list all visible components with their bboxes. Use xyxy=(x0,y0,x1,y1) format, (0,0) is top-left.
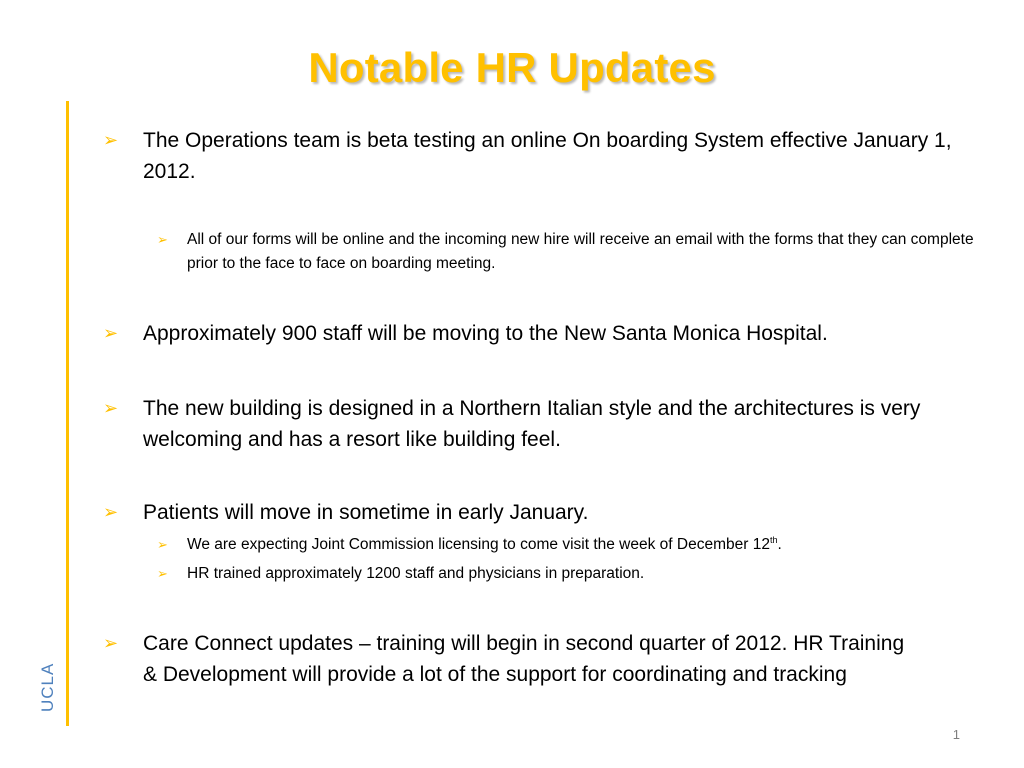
slide-title: Notable HR Updates xyxy=(308,44,716,91)
arrowhead-bullet-icon: ➢ xyxy=(103,130,119,150)
sub-bullet-period: . xyxy=(777,536,782,553)
arrowhead-bullet-icon: ➢ xyxy=(103,502,119,522)
accent-divider-line xyxy=(66,101,69,726)
bullet-onboarding xyxy=(103,125,963,187)
bullet-text: The Operations team is beta testing an online On boarding System effective January 1, 2012. xyxy=(143,129,952,183)
bullet-text: Patients will move in sometime in early January. xyxy=(143,501,589,524)
sub-bullet-joint-commission xyxy=(157,533,977,557)
sub-bullet-text: HR trained approximately 1200 staff and physicians in preparation. xyxy=(187,565,645,582)
arrowhead-bullet-icon: ➢ xyxy=(157,537,168,552)
sub-bullet-hr-trained xyxy=(157,562,977,586)
ordinal-superscript: th xyxy=(769,534,778,545)
arrowhead-bullet-icon: ➢ xyxy=(103,323,119,343)
bullet-text: Care Connect updates – training will begin in second quarter of 2012. HR Training & Development will provide a lot of the support for coordinating and tracking xyxy=(143,632,905,686)
bullet-new-building xyxy=(103,393,963,455)
arrowhead-bullet-icon: ➢ xyxy=(157,566,168,581)
arrowhead-bullet-icon: ➢ xyxy=(103,633,119,653)
sub-bullet-text: We are expecting Joint Commission licensing to come visit the week of December 12 xyxy=(187,536,770,553)
arrowhead-bullet-icon: ➢ xyxy=(103,398,119,418)
ucla-side-label: UCLA xyxy=(38,662,57,712)
bullet-staff-moving xyxy=(103,318,963,349)
bullet-care-connect xyxy=(103,628,923,690)
sub-bullet-text: All of our forms will be online and the incoming new hire will receive an email with the forms that they can complete prior to the face to face on boarding meeting. xyxy=(187,231,974,272)
bullet-text: Approximately 900 staff will be moving to the New Santa Monica Hospital. xyxy=(143,322,828,345)
bullet-patients-move xyxy=(103,497,963,528)
arrowhead-bullet-icon: ➢ xyxy=(157,232,168,247)
slide-page-number: 1 xyxy=(952,727,960,742)
bullet-text: The new building is designed in a Northern Italian style and the architectures is very welcoming and has a resort like building feel. xyxy=(143,397,921,451)
sub-bullet-online-forms xyxy=(157,228,977,276)
